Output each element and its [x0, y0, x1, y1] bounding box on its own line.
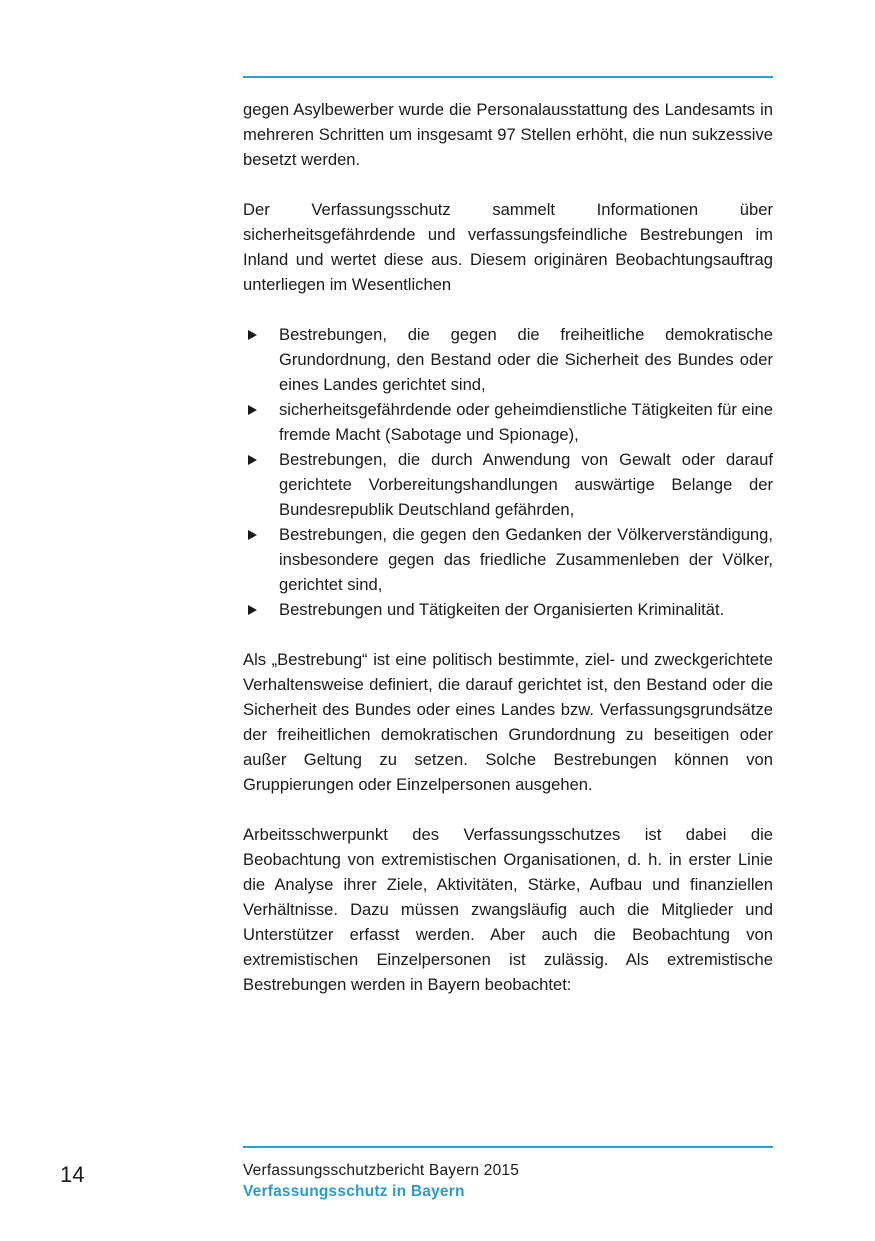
triangle-bullet-icon	[248, 455, 257, 465]
list-item-text: Bestrebungen, die gegen den Gedanken der Völkerverständigung, insbesondere gegen das friedliche Zusammenleben der Völker, gerichtet sind,	[279, 525, 773, 594]
list-item	[243, 397, 773, 447]
paragraph: Als „Bestrebung“ ist eine politisch bestimmte, ziel- und zweckgerichtete Verhaltensweise definiert, die darauf gerichtet ist, den Bestand oder die Sicherheit des Bundes oder eines Landes bzw. Verfassungsgrundsätze der freiheitlichen demokratischen Grundordnung zu beseitigen oder außer Geltung zu setzen. Solche Bestrebungen können von Gruppierungen oder Einzelpersonen ausgehen.	[243, 650, 773, 794]
body-text	[243, 97, 773, 1022]
footer-section-title: Verfassungsschutz in Bayern	[243, 1183, 465, 1200]
footer-report-title: Verfassungsschutzbericht Bayern 2015	[243, 1162, 520, 1179]
triangle-bullet-icon	[248, 605, 257, 615]
paragraph: Arbeitsschwerpunkt des Verfassungsschutzes ist dabei die Beobachtung von extremistischen Organisationen, d. h. in erster Linie die Analyse ihrer Ziele, Aktivitäten, Stärke, Aufbau und finanziellen Verhältnisse. Dazu müssen zwangsläufig auch die Mitglieder und Unterstützer erfasst werden. Aber auch die Beobachtung von extremistischen Einzelpersonen ist zulässig. Als extremistische Bestrebungen werden in Bayern beobachtet:	[243, 825, 773, 994]
paragraph: gegen Asylbewerber wurde die Personalausstattung des Landesamts in mehreren Schritten um insgesamt 97 Stellen erhöht, die nun sukzessive besetzt werden.	[243, 100, 773, 169]
list-item-text: Bestrebungen, die durch Anwendung von Gewalt oder darauf gerichtete Vorbereitungshandlungen auswärtige Belange der Bundesrepublik Deutschland gefährden,	[279, 450, 773, 519]
top-divider	[243, 76, 773, 78]
list-item	[243, 597, 773, 622]
triangle-bullet-icon	[248, 530, 257, 540]
paragraph: Der Verfassungsschutz sammelt Informationen über sicherheitsgefährdende und verfassungsfeindliche Bestrebungen im Inland und wertet diese aus. Diesem originären Beobachtungsauftrag unterliegen im Wesentlichen	[243, 200, 773, 294]
bullet-list	[243, 322, 773, 622]
list-item	[243, 322, 773, 397]
list-item-text: Bestrebungen, die gegen die freiheitliche demokratische Grundordnung, den Bestand oder die Sicherheit des Bundes oder eines Landes gerichtet sind,	[279, 325, 773, 394]
list-item	[243, 447, 773, 522]
list-item	[243, 522, 773, 597]
list-item-text: sicherheitsgefährdende oder geheimdienstliche Tätigkeiten für eine fremde Macht (Sabotage und Spionage),	[279, 400, 773, 444]
page-number: 14	[60, 1162, 85, 1187]
triangle-bullet-icon	[248, 405, 257, 415]
triangle-bullet-icon	[248, 330, 257, 340]
footer-divider	[243, 1146, 773, 1148]
list-item-text: Bestrebungen und Tätigkeiten der Organisierten Kriminalität.	[279, 600, 725, 619]
